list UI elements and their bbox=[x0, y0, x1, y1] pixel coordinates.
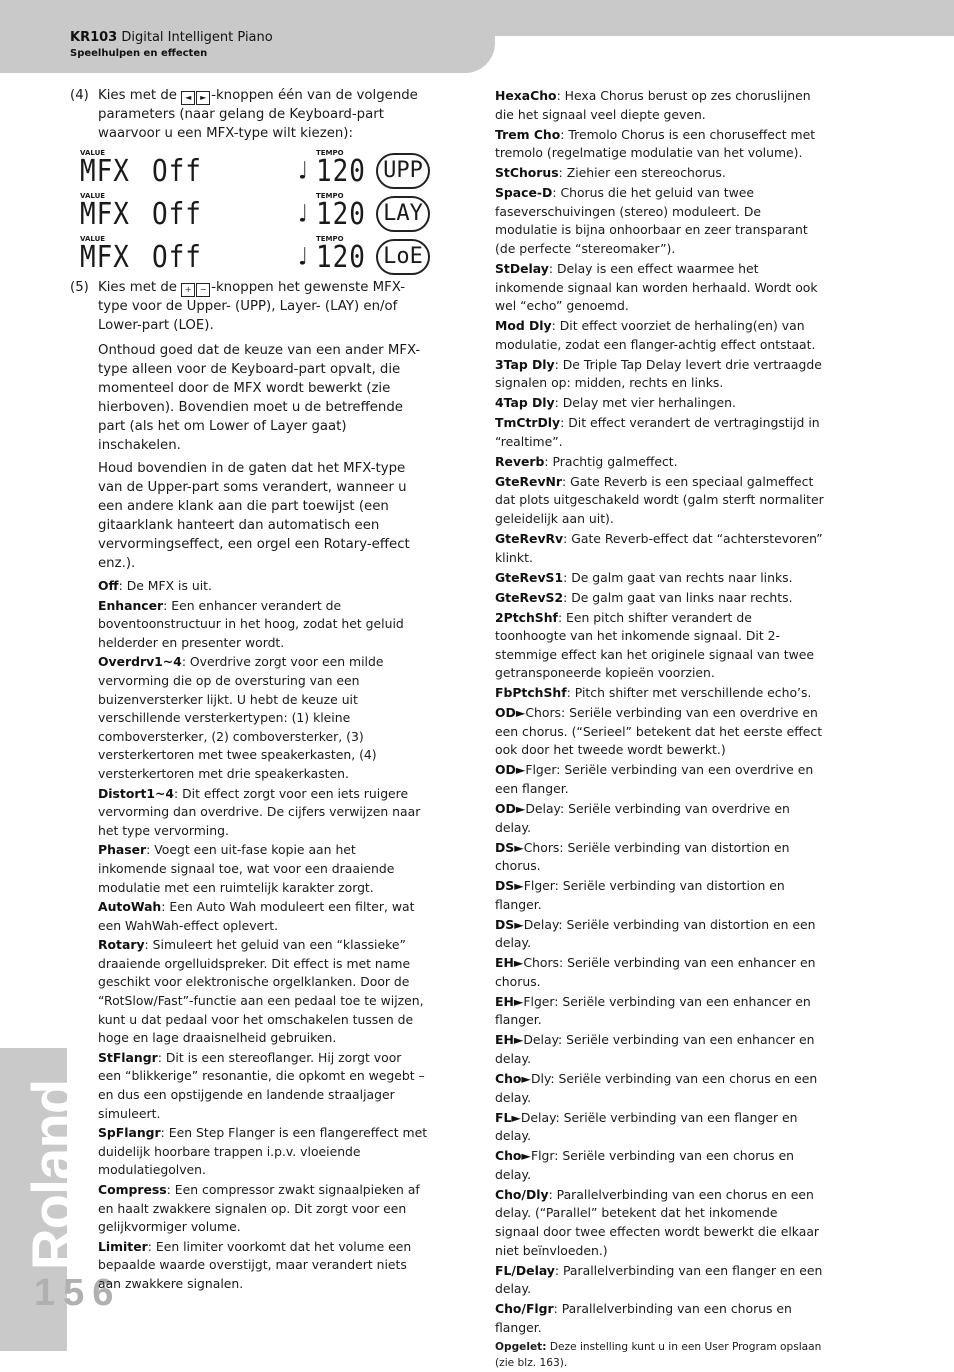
mfx-type-entry: Mod Dly: Dit effect voorziet de herhaling(en) van modulatie, zodat een flanger-achtig effect ontstaat. bbox=[495, 318, 816, 352]
mfx-type-entry: DS►Delay: Seriële verbinding van distortion en een delay. bbox=[495, 916, 816, 951]
mfx-type-entry: FL/Delay: Parallelverbinding van een flanger en een delay. bbox=[495, 1262, 823, 1297]
note-icon: ♩ bbox=[296, 200, 311, 229]
right-arrow-icon: ► bbox=[196, 91, 210, 105]
mfx-type-entry: Phaser: Voegt een uit-fase kopie aan het inkomende signaal toe, wat voor een draaiende modulatie met een ruimtelijk karakter zorgt. bbox=[98, 842, 395, 895]
brand-logo: Roland bbox=[21, 1079, 86, 1271]
lcd-display-group bbox=[70, 149, 428, 278]
header-section: Speelhulpen en effecten bbox=[70, 48, 208, 59]
tempo-label: TEMPO bbox=[316, 235, 344, 243]
lcd-display-row bbox=[80, 192, 430, 235]
lcd-display-row bbox=[80, 149, 430, 192]
right-column bbox=[495, 87, 825, 1372]
lcd-part: LoE bbox=[376, 239, 430, 275]
mfx-type-entry: Rotary: Simuleert het geluid van een “klassieke” draaiende orgelluidspreker. Dit effect is met name geschikt voor elektronische orgelklanken. Door de “RotSlow/Fast”-functie aan een pedaal toe te wijzen, kunt u dat pedaal voor het omschakelen tussen de hoge en lage draaisnelheid gebruiken. bbox=[98, 937, 424, 1046]
note-icon: ♩ bbox=[296, 243, 311, 272]
lcd-tempo: 120 bbox=[316, 197, 366, 233]
mfx-type-list-continued bbox=[495, 87, 825, 1337]
mfx-type-entry: FbPtchShf: Pitch shifter met verschillende echo’s. bbox=[495, 685, 812, 701]
left-column bbox=[70, 86, 428, 1295]
lcd-name: MFX bbox=[80, 197, 130, 233]
mfx-type-entry: 4Tap Dly: Delay met vier herhalingen. bbox=[495, 395, 736, 411]
mfx-type-entry: StChorus: Ziehier een stereochorus. bbox=[495, 165, 726, 181]
mfx-type-entry: Limiter: Een limiter voorkomt dat het volume een bepaalde waarde overstijgt, maar verandert niets aan zwakkere signalen. bbox=[98, 1238, 412, 1291]
tempo-label: TEMPO bbox=[316, 149, 344, 157]
step-5: (5) Kies met de + − -knoppen het gewenste MFX-type voor de Upper- (UPP), Layer- (LAY) en/of Lower-part (LOE). bbox=[70, 280, 406, 333]
mfx-type-entry: Cho/Dly: Parallelverbinding van een chorus en een delay. (“Parallel” betekent dat het inkomende signaal door twee effecten wordt bewerkt die elkaar niet beïnvloeden.) bbox=[495, 1186, 820, 1258]
lcd-name: MFX bbox=[80, 240, 130, 276]
mfx-type-entry: StDelay: Delay is een effect waarmee het inkomende signaal kan worden herhaald. Wordt ook wel “echo” genoemd. bbox=[495, 260, 818, 314]
lcd-name: MFX bbox=[80, 154, 130, 190]
mfx-type-entry: Cho/Flgr: Parallelverbinding van een chorus en flanger. bbox=[495, 1301, 792, 1335]
header-tab bbox=[0, 0, 495, 73]
note-icon: ♩ bbox=[296, 157, 311, 186]
mfx-type-entry: Reverb: Prachtig galmeffect. bbox=[495, 453, 678, 469]
mfx-type-entry: GteRevS2: De galm gaat van links naar rechts. bbox=[495, 589, 793, 605]
mfx-type-entry: FL►Delay: Seriële verbinding van een flanger en delay. bbox=[495, 1109, 798, 1144]
lcd-value: Off bbox=[152, 197, 202, 233]
mfx-type-entry: Distort1~4: Dit effect zorgt voor een iets ruigere vervorming dan overdrive. De cijfers verwijzen naar het type vervorming. bbox=[98, 785, 421, 838]
lcd-value: Off bbox=[152, 240, 202, 276]
mfx-type-list bbox=[70, 577, 428, 1294]
value-label: VALUE bbox=[80, 235, 106, 243]
mfx-type-entry: StFlangr: Dit is een stereoflanger. Hij zorgt voor een “blikkerige” resonantie, die opkomt en wegebt – en dus een opstijgende en landende straaljager simuleert. bbox=[98, 1049, 425, 1121]
lcd-part: LAY bbox=[376, 196, 430, 232]
mfx-type-entry: SpFlangr: Een Step Flanger is een flangereffect met duidelijk hoorbare trappen i.p.v. vloeiende modulatiegolven. bbox=[98, 1125, 428, 1178]
mfx-type-entry: DS►Chors: Seriële verbinding van distortion en chorus. bbox=[495, 839, 790, 874]
mfx-type-entry: OD►Delay: Seriële verbinding van overdrive en delay. bbox=[495, 801, 790, 835]
mfx-type-entry: Compress: Een compressor zwakt signaalpieken af en haalt zwakkere signalen op. Dit zorgt voor een gelijkvormiger volume. bbox=[98, 1182, 420, 1235]
lcd-display-row bbox=[80, 235, 430, 278]
plus-button-icon: + bbox=[181, 283, 195, 297]
mfx-type-entry: Trem Cho: Tremolo Chorus is een choruseffect met tremolo (regelmatige modulatie van het volume). bbox=[495, 126, 816, 161]
step-4: (4) Kies met de ◄ ► -knoppen één van de volgende parameters (naar gelang de Keyboard-part waarvoor u een MFX-type wilt kiezen): bbox=[70, 88, 418, 141]
mfx-type-entry: GteRevS1: De galm gaat van rechts naar links. bbox=[495, 569, 793, 585]
mfx-type-entry: Off: De MFX is uit. bbox=[98, 578, 212, 593]
mfx-type-entry: EH►Chors: Seriële verbinding van een enhancer en chorus. bbox=[495, 955, 816, 989]
value-label: VALUE bbox=[80, 192, 106, 200]
tempo-label: TEMPO bbox=[316, 192, 344, 200]
paragraph: Onthoud goed dat de keuze van een ander MFX-type alleen voor de Keyboard-part opvalt, die momenteel door de MFX wordt bewerkt (zie hierboven). Bovendien moet u de betreffende part (als het om Lower of Layer gaat) inschakelen. bbox=[98, 343, 421, 453]
lcd-tempo: 120 bbox=[316, 154, 366, 190]
header-title: KR103 Digital Intelligent Piano bbox=[70, 30, 273, 45]
lcd-value: Off bbox=[152, 154, 202, 190]
lcd-tempo: 120 bbox=[316, 240, 366, 276]
mfx-type-entry: GteRevNr: Gate Reverb is een speciaal galmeffect dat plots uitgeschakeld wordt (galm sterft normaliter geleidelijk aan uit). bbox=[495, 473, 824, 526]
mfx-type-entry: EH►Flger: Seriële verbinding van een enhancer en flanger. bbox=[495, 993, 811, 1028]
mfx-type-entry: TmCtrDly: Dit effect verandert de vertragingstijd in “realtime”. bbox=[495, 415, 820, 449]
mfx-type-entry: OD►Flger: Seriële verbinding van een overdrive en een flanger. bbox=[495, 762, 814, 797]
mfx-type-entry: Enhancer: Een enhancer verandert de boventoonstructuur in het hoog, zodat het geluid helderder en presenter wordt. bbox=[98, 597, 404, 650]
mfx-type-entry: Cho►Flgr: Seriële verbinding van een chorus en delay. bbox=[495, 1148, 795, 1182]
paragraph: Houd bovendien in de gaten dat het MFX-type van de Upper-part soms verandert, wanneer u een andere klank aan die part toewijst (een gitaarklank hanteert dan automatisch een vervormingseffect, een orgel een Rotary-effect enz.). bbox=[98, 461, 410, 571]
mfx-type-entry: Overdrv1~4: Overdrive zorgt voor een milde vervorming die op de oversturing van een buizenversterker lijkt. U hebt de keuze uit verschillende versterkertypen: (1) kleine comboversterker, (2) comboversterker, (3) versterkertoren met twee speakerkasten, (4) versterkertoren met drie speakerkasten. bbox=[98, 654, 384, 781]
mfx-type-entry: Cho►Dly: Seriële verbinding van een chorus en een delay. bbox=[495, 1071, 818, 1105]
left-arrow-icon: ◄ bbox=[181, 91, 195, 105]
mfx-type-entry: 3Tap Dly: De Triple Tap Delay levert drie vertraagde signalen op: midden, rechts en links. bbox=[495, 356, 822, 391]
mfx-type-entry: 2PtchShf: Een pitch shifter verandert de toonhoogte van het inkomende signaal. Dit 2-stemmige effect kan het originele signaal van twee getransponeerde kopieën voorzien. bbox=[495, 609, 814, 681]
mfx-type-entry: OD►Chors: Seriële verbinding van een overdrive en een chorus. (“Serieel” betekent dat het eerste effect ook door het tweede wordt bewerkt.) bbox=[495, 705, 823, 758]
note: Opgelet: Deze instelling kunt u in een User Program opslaan (zie blz. 163). bbox=[495, 1340, 822, 1370]
mfx-type-entry: AutoWah: Een Auto Wah moduleert een filter, wat een WahWah-effect oplevert. bbox=[98, 899, 415, 933]
mfx-type-entry: Space-D: Chorus die het geluid van twee faseverschuivingen (stereo) moduleert. De modulatie is bijna onhoorbaar en zeer transparant (de perfecte “stereomaker”). bbox=[495, 185, 808, 256]
mfx-type-entry: EH►Delay: Seriële verbinding van een enhancer en delay. bbox=[495, 1032, 815, 1067]
mfx-type-entry: DS►Flger: Seriële verbinding van distortion en flanger. bbox=[495, 878, 785, 912]
mfx-type-entry: GteRevRv: Gate Reverb-effect dat “achterstevoren” klinkt. bbox=[495, 530, 823, 565]
mfx-type-entry: HexaCho: Hexa Chorus berust op zes choruslijnen die het signaal veel diepte geven. bbox=[495, 88, 811, 122]
lcd-part: UPP bbox=[376, 153, 430, 189]
value-label: VALUE bbox=[80, 149, 106, 157]
minus-button-icon: − bbox=[196, 283, 210, 297]
page-number: 156 bbox=[34, 1272, 122, 1314]
